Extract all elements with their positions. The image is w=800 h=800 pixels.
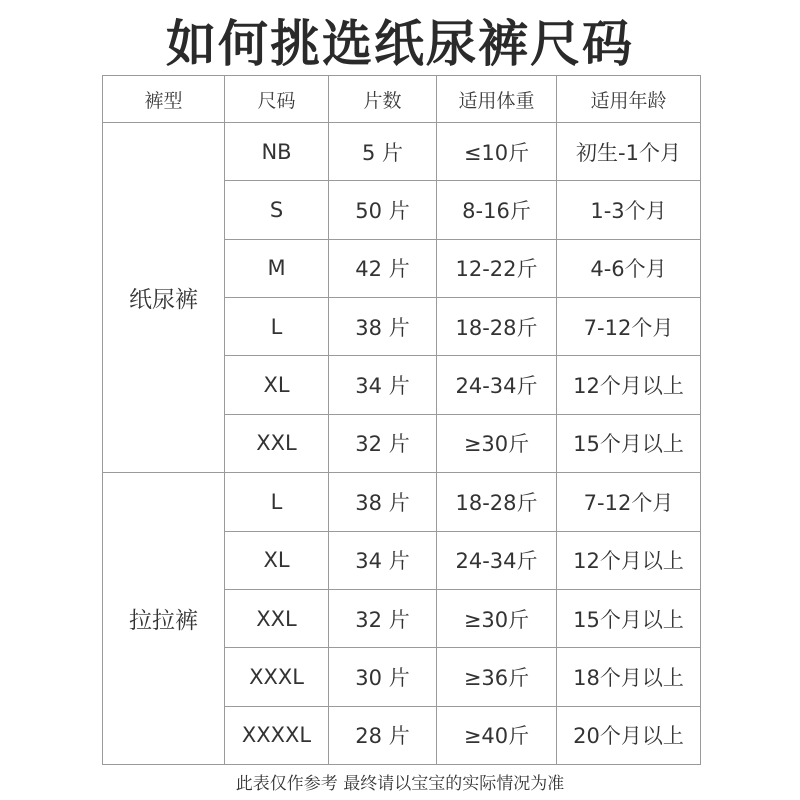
weight-cell: ≥40斤 (437, 706, 557, 764)
count-cell: 28 片 (329, 706, 437, 764)
weight-cell: 12-22斤 (437, 239, 557, 297)
weight-cell: ≥30斤 (437, 414, 557, 472)
header-age: 适用年龄 (557, 76, 701, 123)
type-cell-pull-ups: 拉拉裤 (103, 473, 225, 765)
weight-cell: ≥36斤 (437, 648, 557, 706)
count-cell: 30 片 (329, 648, 437, 706)
age-cell: 4-6个月 (557, 239, 701, 297)
count-cell: 42 片 (329, 239, 437, 297)
weight-cell: 8-16斤 (437, 181, 557, 239)
size-cell: XL (225, 356, 329, 414)
size-cell: XXL (225, 589, 329, 647)
age-cell: 7-12个月 (557, 473, 701, 531)
count-cell: 50 片 (329, 181, 437, 239)
age-cell: 18个月以上 (557, 648, 701, 706)
footnote: 此表仅作参考 最终请以宝宝的实际情况为准 (235, 774, 565, 794)
table-header-row (103, 76, 701, 123)
weight-cell: 24-34斤 (437, 356, 557, 414)
size-cell: XL (225, 531, 329, 589)
age-cell: 初生-1个月 (557, 123, 701, 181)
count-cell: 32 片 (329, 589, 437, 647)
age-cell: 20个月以上 (557, 706, 701, 764)
type-cell-diapers: 纸尿裤 (103, 123, 225, 473)
header-type: 裤型 (103, 76, 225, 123)
age-cell: 1-3个月 (557, 181, 701, 239)
age-cell: 15个月以上 (557, 414, 701, 472)
age-cell: 12个月以上 (557, 531, 701, 589)
size-cell: XXXXL (225, 706, 329, 764)
size-cell: S (225, 181, 329, 239)
age-cell: 7-12个月 (557, 298, 701, 356)
size-cell: L (225, 473, 329, 531)
age-cell: 15个月以上 (557, 589, 701, 647)
age-cell: 12个月以上 (557, 356, 701, 414)
page-title: 如何挑选纸尿裤尺码 (166, 15, 634, 73)
count-cell: 34 片 (329, 356, 437, 414)
size-cell: XXXL (225, 648, 329, 706)
header-weight: 适用体重 (437, 76, 557, 123)
size-chart-table (102, 75, 701, 765)
weight-cell: 18-28斤 (437, 473, 557, 531)
weight-cell: 18-28斤 (437, 298, 557, 356)
size-cell: NB (225, 123, 329, 181)
header-count: 片数 (329, 76, 437, 123)
table-row (103, 473, 701, 531)
header-size: 尺码 (225, 76, 329, 123)
weight-cell: ≤10斤 (437, 123, 557, 181)
count-cell: 38 片 (329, 473, 437, 531)
weight-cell: 24-34斤 (437, 531, 557, 589)
count-cell: 32 片 (329, 414, 437, 472)
count-cell: 5 片 (329, 123, 437, 181)
size-cell: XXL (225, 414, 329, 472)
table-row (103, 123, 701, 181)
weight-cell: ≥30斤 (437, 589, 557, 647)
count-cell: 38 片 (329, 298, 437, 356)
count-cell: 34 片 (329, 531, 437, 589)
size-cell: L (225, 298, 329, 356)
size-cell: M (225, 239, 329, 297)
